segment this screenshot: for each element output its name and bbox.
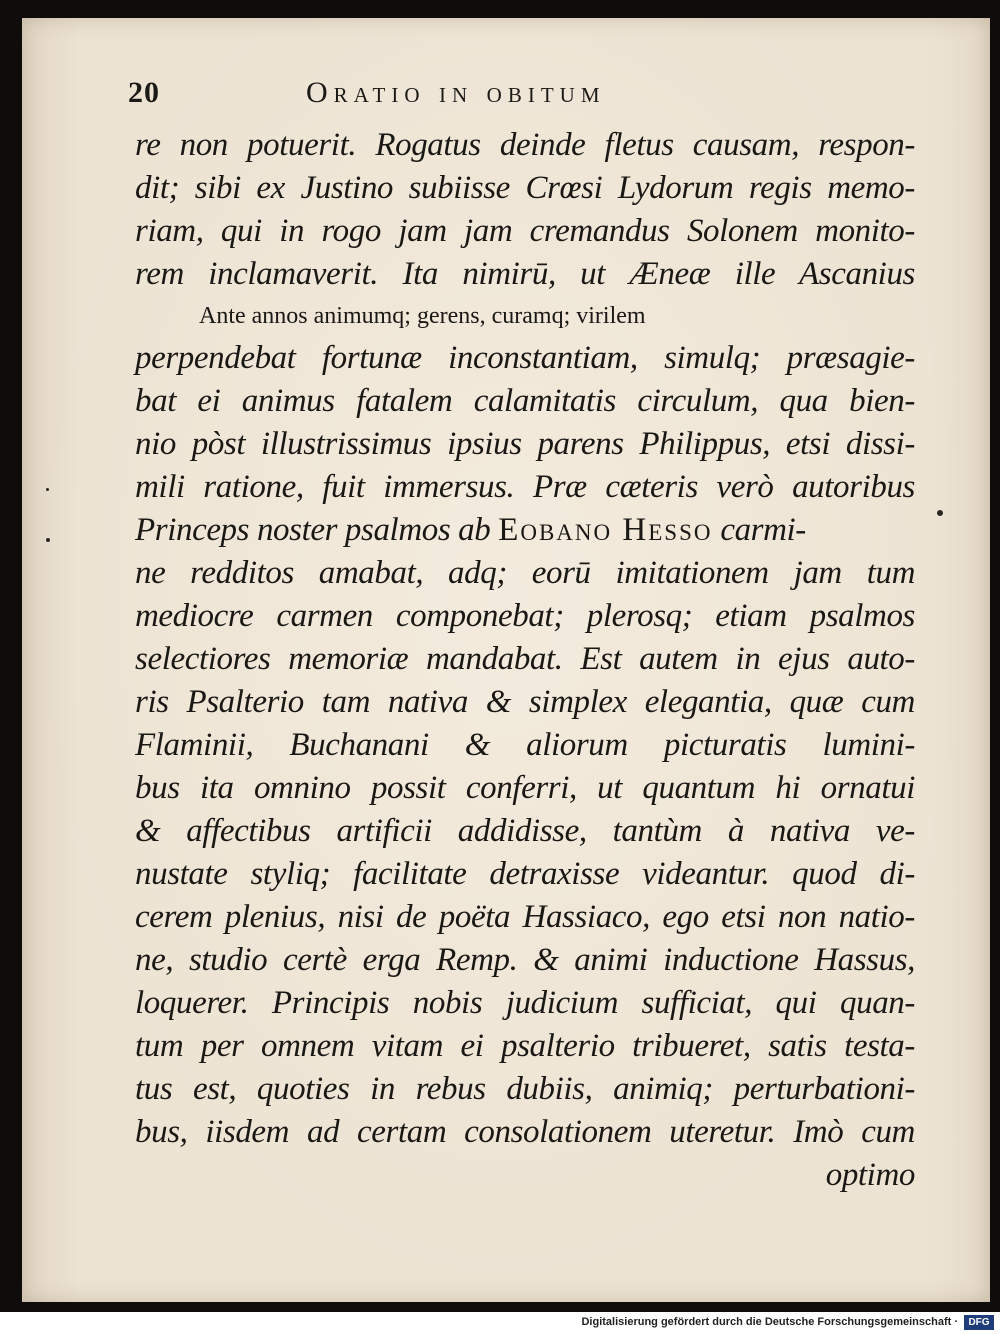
text-line-eobanus [135, 509, 915, 552]
text-line: rem inclamaverit. Ita nimirū, ut Æneæ ille Ascanius [135, 256, 915, 292]
text-line: tus est, quoties in rebus dubiis, animiq; perturbationi- [135, 1071, 915, 1107]
running-title: Oratio in obitum [306, 76, 606, 109]
text-line: perpendebat fortunæ inconstantiam, simulq; præsagie- [135, 340, 915, 376]
footer-bar [0, 1312, 1000, 1334]
text-line: ne, studio certè erga Remp. & animi inductione Hassus, [135, 942, 915, 978]
text-line: Flaminii, Buchanani & aliorum picturatis lumini- [135, 727, 915, 763]
dfg-logo: DFG [964, 1315, 994, 1330]
text-line: dit; sibi ex Justino subiisse Crœsi Lydorum regis memo- [135, 170, 915, 206]
text-line: mediocre carmen componebat; plerosq; etiam psalmos [135, 598, 915, 634]
text-line: ne redditos amabat, adq; eorū imitationem jam tum [135, 555, 915, 591]
body-text [135, 124, 915, 1197]
ink-speck [46, 488, 49, 491]
page-number: 20 [128, 76, 160, 109]
funding-credit: Digitalisierung gefördert durch die Deutsche Forschungsgemeinschaft · [581, 1316, 958, 1328]
text-line: bus ita omnino possit conferri, ut quantum hi ornatui [135, 770, 915, 806]
verse-quotation: Ante annos animumq; gerens, curamq; virilem [199, 303, 646, 329]
text-line: tum per omnem vitam ei psalterio tribueret, satis testa- [135, 1028, 915, 1064]
text-line: bat ei animus fatalem calamitatis circulum, qua bien- [135, 383, 915, 419]
author-name: Eobano Hesso [498, 512, 713, 548]
text-fragment: Princeps noster psalmos ab [135, 512, 499, 548]
text-line: riam, qui in rogo jam jam cremandus Solonem monito- [135, 213, 915, 249]
text-line: & affectibus artificii addidisse, tantùm à nativa ve- [135, 813, 915, 849]
page-header [128, 76, 748, 116]
catchword: optimo [825, 1157, 915, 1193]
text-line: bus, iisdem ad certam consolationem uteretur. Imò cum [135, 1114, 915, 1150]
text-line: nustate styliq; facilitate detraxisse videantur. quod di- [135, 856, 915, 892]
text-line: nio pòst illustrissimus ipsius parens Philippus, etsi dissi- [135, 426, 915, 462]
text-line: ris Psalterio tam nativa & simplex elegantia, quæ cum [135, 684, 915, 720]
text-fragment: carmi- [712, 512, 806, 548]
ink-speck [46, 538, 50, 542]
text-line: mili ratione, fuit immersus. Præ cæteris verò autoribus [135, 469, 915, 505]
text-line: cerem plenius, nisi de poëta Hassiaco, ego etsi non natio- [135, 899, 915, 935]
ink-speck [937, 510, 943, 516]
text-line: re non potuerit. Rogatus deinde fletus causam, respon- [135, 127, 915, 163]
text-line: selectiores memoriæ mandabat. Est autem in ejus auto- [135, 641, 915, 677]
text-line: loquerer. Principis nobis judicium sufficiat, qui quan- [135, 985, 915, 1021]
